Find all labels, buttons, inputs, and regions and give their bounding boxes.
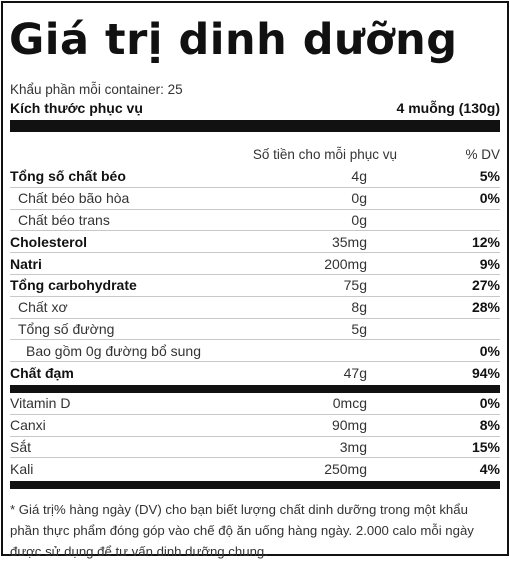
vitamin-amount: 90mg [331, 417, 367, 434]
nutrient-dv: 0% [479, 342, 500, 359]
serving-size-row [10, 99, 500, 117]
serving-size-value: 4 muỗng (130g) [396, 100, 500, 116]
dv-column-header: % DV [465, 146, 500, 162]
nutrient-name: Bao gồm 0g đường bổ sung [26, 342, 202, 359]
nutrient-name: Tổng carbohydrate [10, 277, 137, 294]
nutrient-dv: 27% [471, 277, 500, 294]
medium-divider [10, 385, 500, 393]
nutrient-row [10, 339, 500, 361]
nutrient-name: Chất xơ [18, 299, 68, 316]
nutrient-amount: 35mg [331, 233, 367, 250]
nutrient-name: Chất béo bão hòa [18, 190, 130, 207]
nutrient-dv: 5% [479, 168, 500, 185]
nutrient-name: Cholesterol [10, 233, 88, 250]
nutrient-amount: 75g [343, 277, 367, 294]
nutrient-amount: 0g [351, 190, 367, 207]
vitamin-name: Kali [10, 460, 34, 477]
nutrient-row [10, 252, 500, 274]
footnote: * Giá trị% hàng ngày (DV) cho bạn biết lượng chất dinh dưỡng trong một khẩu phần thực phẩm đóng góp vào chế độ ăn uống hàng ngày. 2.000 calo mỗi ngày được sử dụng để tư vấn dinh dưỡng chung. [10, 502, 474, 560]
nutrient-row [10, 361, 500, 383]
vitamin-dv: 15% [471, 438, 500, 455]
thick-divider [10, 120, 500, 132]
vitamin-row [10, 436, 500, 458]
vitamin-amount: 3mg [339, 438, 367, 455]
nutrient-dv: 0% [479, 190, 500, 207]
vitamin-amount: 0mcg [332, 395, 367, 412]
vitamin-list [10, 393, 500, 479]
nutrient-amount: 200mg [324, 255, 367, 272]
vitamin-name: Vitamin D [10, 395, 71, 412]
bottom-divider [10, 481, 500, 489]
nutrient-name: Tổng số chất béo [10, 168, 126, 185]
nutrient-list [10, 166, 500, 383]
vitamin-name: Canxi [10, 417, 46, 434]
nutrient-amount: 8g [351, 299, 367, 316]
nutrient-row [10, 187, 500, 209]
nutrient-amount: 5g [351, 320, 367, 337]
nutrient-dv: 12% [471, 233, 500, 250]
vitamin-name: Sắt [10, 438, 32, 455]
servings-per-container: Khẩu phần mỗi container: 25 [10, 82, 183, 97]
vitamin-dv: 0% [479, 395, 500, 412]
vitamin-row [10, 457, 500, 479]
nutrient-name: Natri [10, 255, 42, 272]
nutrition-facts-label [1, 1, 509, 560]
vitamin-row [10, 414, 500, 436]
amount-column-header: Số tiền cho mỗi phục vụ [252, 146, 397, 162]
nutrient-dv: 94% [471, 364, 500, 381]
nutrient-name: Chất đạm [10, 364, 74, 381]
nutrient-row [10, 318, 500, 340]
nutrient-row [10, 296, 500, 318]
nutrient-name: Chất béo trans [18, 211, 110, 228]
label-title: Giá trị dinh dưỡng [9, 15, 458, 65]
nutrient-row [10, 274, 500, 296]
nutrient-row [10, 209, 500, 231]
nutrient-dv: 9% [479, 255, 500, 272]
nutrient-dv: 28% [471, 299, 500, 316]
vitamin-row [10, 393, 500, 414]
nutrient-row [10, 230, 500, 252]
serving-size-label: Kích thước phục vụ [10, 100, 143, 116]
nutrient-row [10, 166, 500, 187]
nutrient-amount: 0g [351, 211, 367, 228]
column-header [10, 142, 500, 166]
nutrient-name: Tổng số đường [18, 320, 115, 337]
vitamin-amount: 250mg [324, 460, 367, 477]
vitamin-dv: 8% [479, 417, 500, 434]
nutrient-amount: 4g [351, 168, 367, 185]
nutrient-amount: 47g [343, 364, 367, 381]
vitamin-dv: 4% [479, 460, 500, 477]
